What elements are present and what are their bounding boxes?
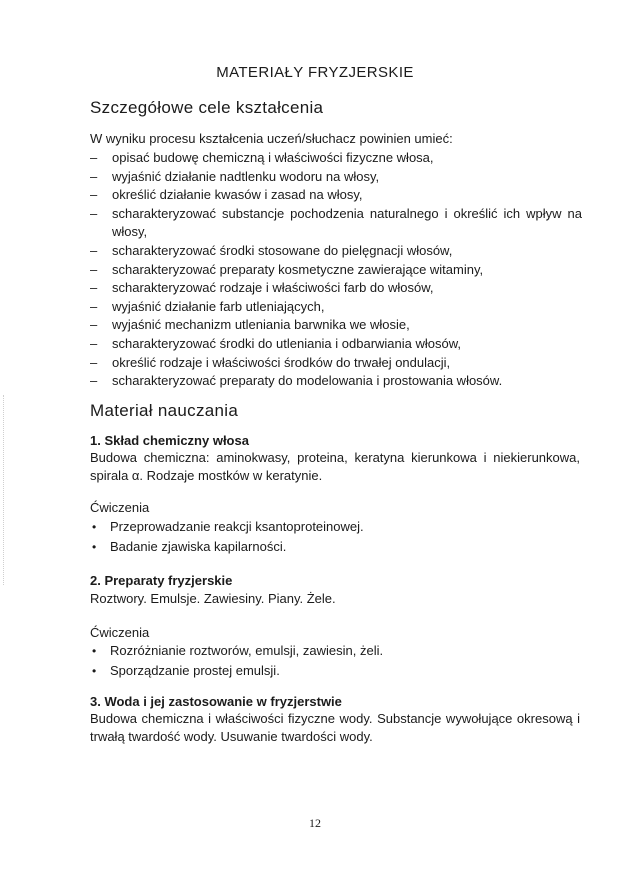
exercise-item: • Przeprowadzanie reakcji ksantoproteinowej. xyxy=(90,517,580,537)
section-text: Budowa chemiczna: aminokwasy, proteina, keratyna kierunkowa i niekierunkowa, spirala α. Rodzaje mostków w keratynie. xyxy=(90,450,580,483)
goal-item: – określić rodzaje i właściwości środków do trwałej ondulacji, xyxy=(90,354,582,373)
page-number: 12 xyxy=(309,816,321,830)
exercises-list xyxy=(90,517,580,557)
document-title: MATERIAŁY FRYZJERSKIE xyxy=(216,64,414,81)
goal-item: – opisać budowę chemiczną i właściwości fizyczne włosa, xyxy=(90,149,582,168)
goal-item: – wyjaśnić działanie nadtlenku wodoru na włosy, xyxy=(90,168,582,187)
material-heading: Materiał nauczania xyxy=(90,401,239,420)
section-text: Budowa chemiczna i właściwości fizyczne wody. Substancje wywołujące okresową i trwałą twardość wody. Usuwanie twardości wody. xyxy=(90,711,580,744)
exercises-list xyxy=(90,641,580,681)
section-heading: 1. Skład chemiczny włosa xyxy=(90,433,249,448)
goal-item: – wyjaśnić mechanizm utleniania barwnika we włosie, xyxy=(90,316,582,335)
section-text: Roztwory. Emulsje. Zawiesiny. Piany. Żele. xyxy=(90,591,336,606)
section-heading: 2. Preparaty fryzjerskie xyxy=(90,573,233,588)
exercises-label: Ćwiczenia xyxy=(90,500,150,515)
goal-item: – określić działanie kwasów i zasad na włosy, xyxy=(90,186,582,205)
goal-item: – wyjaśnić działanie farb utleniających, xyxy=(90,298,582,317)
goal-item: – scharakteryzować preparaty do modelowania i prostowania włosów. xyxy=(90,372,582,391)
goal-item: – scharakteryzować środki do utleniania i odbarwiania włosów, xyxy=(90,335,582,354)
goal-item: – scharakteryzować preparaty kosmetyczne zawierające witaminy, xyxy=(90,261,582,280)
section-heading: 3. Woda i jej zastosowanie w fryzjerstwie xyxy=(90,694,342,709)
goal-item: – scharakteryzować substancje pochodzenia naturalnego i określić ich wpływ na włosy, xyxy=(90,205,582,242)
goals-list xyxy=(90,149,582,391)
exercise-item: • Rozróżnianie roztworów, emulsji, zawiesin, żeli. xyxy=(90,641,580,661)
exercises-label: Ćwiczenia xyxy=(90,625,150,640)
goal-item: – scharakteryzować rodzaje i właściwości farb do włosów, xyxy=(90,279,582,298)
goals-heading: Szczegółowe cele kształcenia xyxy=(90,98,324,117)
exercise-item: • Sporządzanie prostej emulsji. xyxy=(90,661,580,681)
exercise-item: • Badanie zjawiska kapilarności. xyxy=(90,537,580,557)
scan-margin-dots xyxy=(3,395,6,585)
goals-intro: W wyniku procesu kształcenia uczeń/słuchacz powinien umieć: xyxy=(90,131,453,146)
goal-item: – scharakteryzować środki stosowane do pielęgnacji włosów, xyxy=(90,242,582,261)
